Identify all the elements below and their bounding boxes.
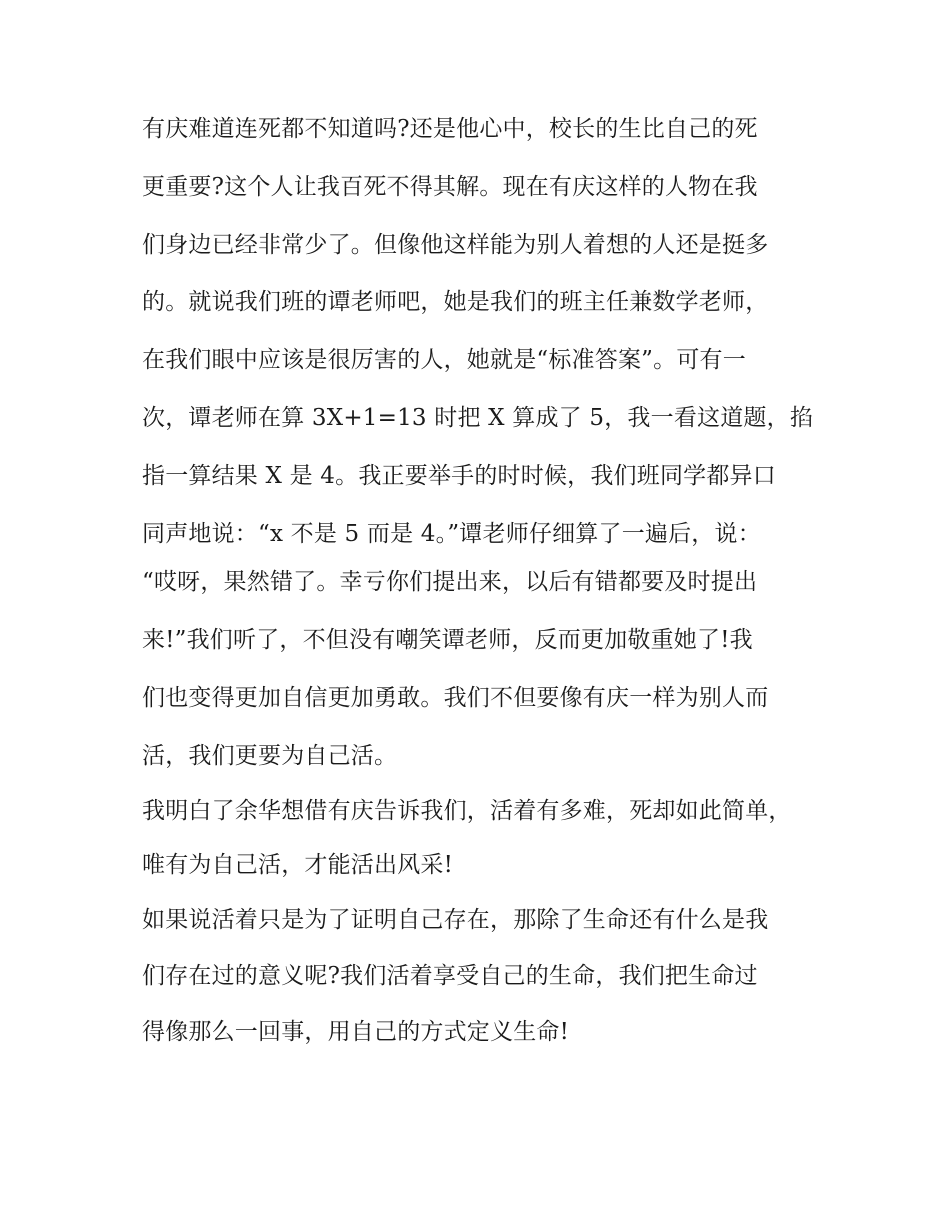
text-line: “哎呀，果然错了。幸亏你们提出来，以后有错都要及时提出	[142, 569, 758, 595]
text-line: 得像那么一回事，用自己的方式定义生命!	[142, 1019, 570, 1045]
text-line: 次，谭老师在算 3X+1=13 时把 X 算成了 5，我一看这道题，掐	[142, 405, 814, 431]
text-line: 来!”我们听了，不但没有嘲笑谭老师，反而更加敬重她了!我	[142, 627, 753, 653]
text-line: 我明白了余华想借有庆告诉我们，活着有多难，死却如此简单，	[142, 798, 792, 824]
text-line: 们身边已经非常少了。但像他这样能为别人着想的人还是挺多	[142, 232, 769, 258]
text-line: 们也变得更加自信更加勇敢。我们不但要像有庆一样为别人而	[142, 685, 769, 711]
text-line: 如果说活着只是为了证明自己存在，那除了生命还有什么是我	[142, 907, 769, 933]
text-line: 在我们眼中应该是很厉害的人，她就是“标准答案”。可有一	[142, 347, 746, 373]
text-line: 同声地说：“x 不是 5 而是 4。”谭老师仔细算了一遍后，说：	[142, 521, 761, 547]
text-line: 更重要?这个人让我百死不得其解。现在有庆这样的人物在我	[142, 174, 758, 200]
text-line: 唯有为自己活，才能活出风采!	[142, 852, 454, 878]
text-line: 们存在过的意义呢?我们活着享受自己的生命，我们把生命过	[142, 963, 758, 989]
text-line: 指一算结果 X 是 4。我正要举手的时时候，我们班同学都异口	[142, 463, 776, 489]
text-line: 的。就说我们班的谭老师吧，她是我们的班主任兼数学老师，	[142, 289, 769, 315]
text-line: 有庆难道连死都不知道吗?还是他心中，校长的生比自己的死	[142, 116, 758, 142]
text-line: 活，我们更要为自己活。	[142, 743, 398, 769]
